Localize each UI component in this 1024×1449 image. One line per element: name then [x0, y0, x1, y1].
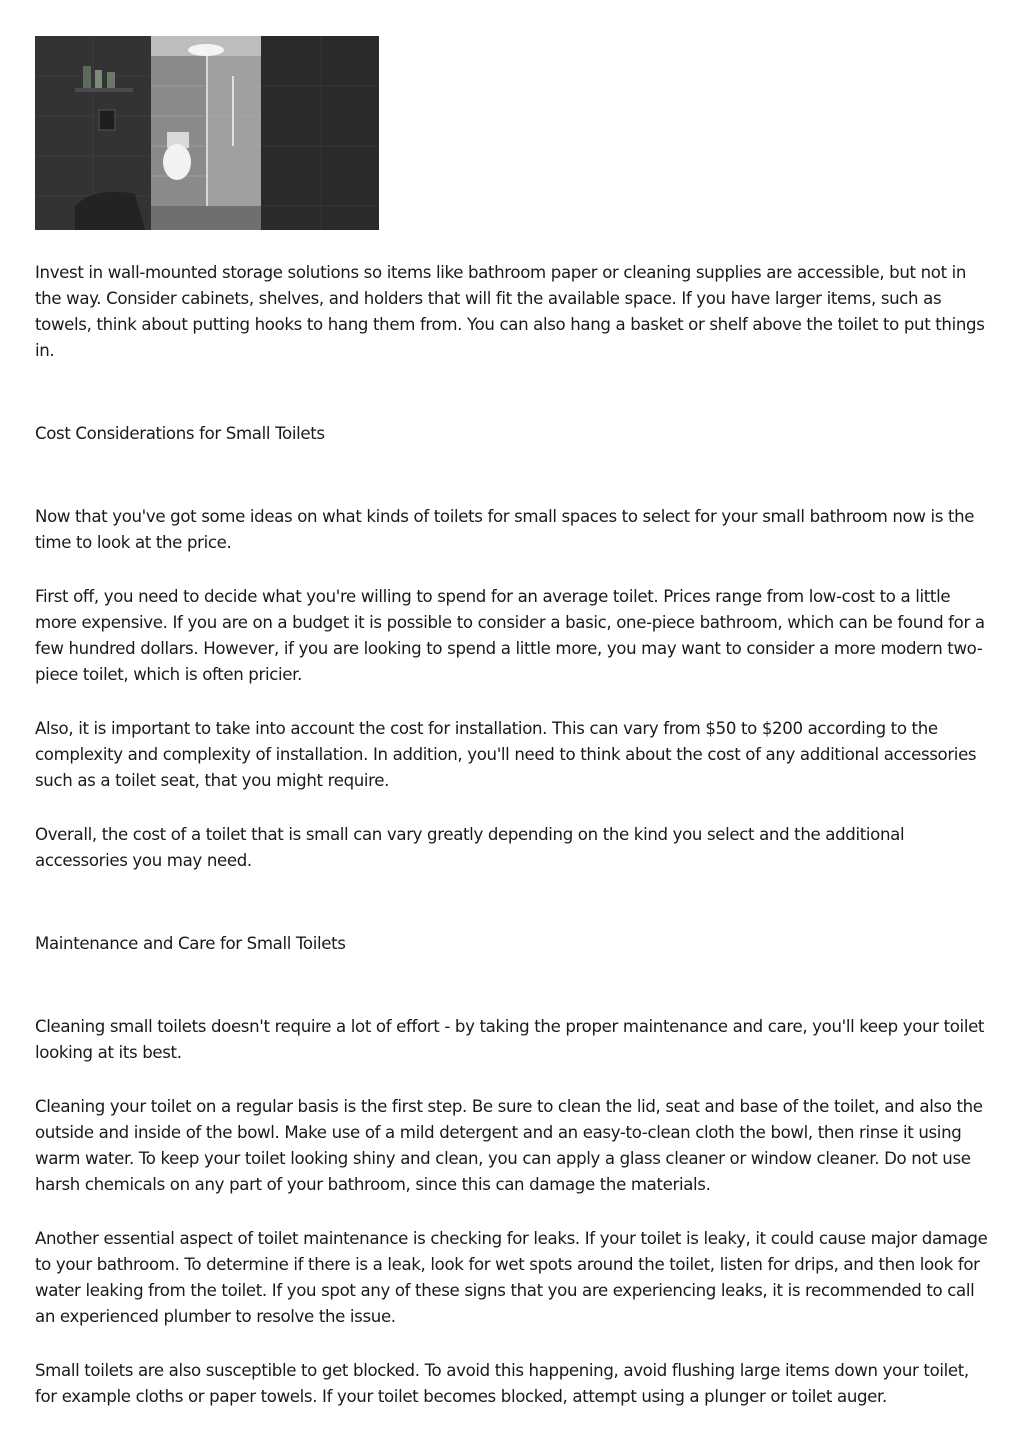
paragraph-cost-install: Also, it is important to take into account the cost for installation. This can vary from $50 to $200 according to the complexity and complexity of installation. In addition, you'll need to think about the cost of any additional accessories such as a toilet seat, that you might require.	[35, 719, 977, 790]
article	[35, 36, 995, 1410]
paragraph-cost-intro: Now that you've got some ideas on what kinds of toilets for small spaces to select for your small bathroom now is the time to look at the price.	[35, 507, 975, 552]
paragraph-storage: Invest in wall-mounted storage solutions so items like bathroom paper or cleaning supplies are accessible, but not in the way. Consider cabinets, shelves, and holders that will fit the available space. If you have larger items, such as towels, think about putting hooks to hang them from. You can also hang a basket or shelf above the toilet to put things in.	[35, 263, 985, 360]
bathroom-photo	[35, 36, 379, 230]
paragraph-care-leaks: Another essential aspect of toilet maintenance is checking for leaks. If your toilet is leaky, it could cause major damage to your bathroom. To determine if there is a leak, look for wet spots around the toilet, listen for drips, and then look for water leaking from the toilet. If you spot any of these signs that you are experiencing leaks, it is recommended to call an experienced plumber to resolve the issue.	[35, 1229, 988, 1326]
paragraph-cost-budget: First off, you need to decide what you're willing to spend for an average toilet. Prices range from low-cost to a little more expensive. If you are on a budget it is possible to consider a basic, one-piece bathroom, which can be found for a few hundred dollars. However, if you are looking to spend a little more, you may want to consider a more modern two-piece toilet, which is often pricier.	[35, 587, 985, 684]
paragraph-care-cleaning: Cleaning your toilet on a regular basis is the first step. Be sure to clean the lid, seat and base of the toilet, and also the outside and inside of the bowl. Make use of a mild detergent and an easy-to-clean cloth the bowl, then rinse it using warm water. To keep your toilet looking shiny and clean, you can apply a glass cleaner or window cleaner. Do not use harsh chemicals on any part of your bathroom, since this can damage the materials.	[35, 1097, 983, 1194]
paragraph-care-blocked: Small toilets are also susceptible to get blocked. To avoid this happening, avoid flushing large items down your toilet, for example cloths or paper towels. If your toilet becomes blocked, attempt using a plunger or toilet auger.	[35, 1361, 969, 1406]
paragraph-cost-overall: Overall, the cost of a toilet that is small can vary greatly depending on the kind you select and the additional accessories you may need.	[35, 825, 905, 870]
heading-maintenance: Maintenance and Care for Small Toilets	[35, 934, 346, 953]
bathroom-photo-icon	[35, 36, 379, 230]
paragraph-care-intro: Cleaning small toilets doesn't require a lot of effort - by taking the proper maintenance and care, you'll keep your toilet looking at its best.	[35, 1017, 985, 1062]
heading-cost: Cost Considerations for Small Toilets	[35, 424, 325, 443]
